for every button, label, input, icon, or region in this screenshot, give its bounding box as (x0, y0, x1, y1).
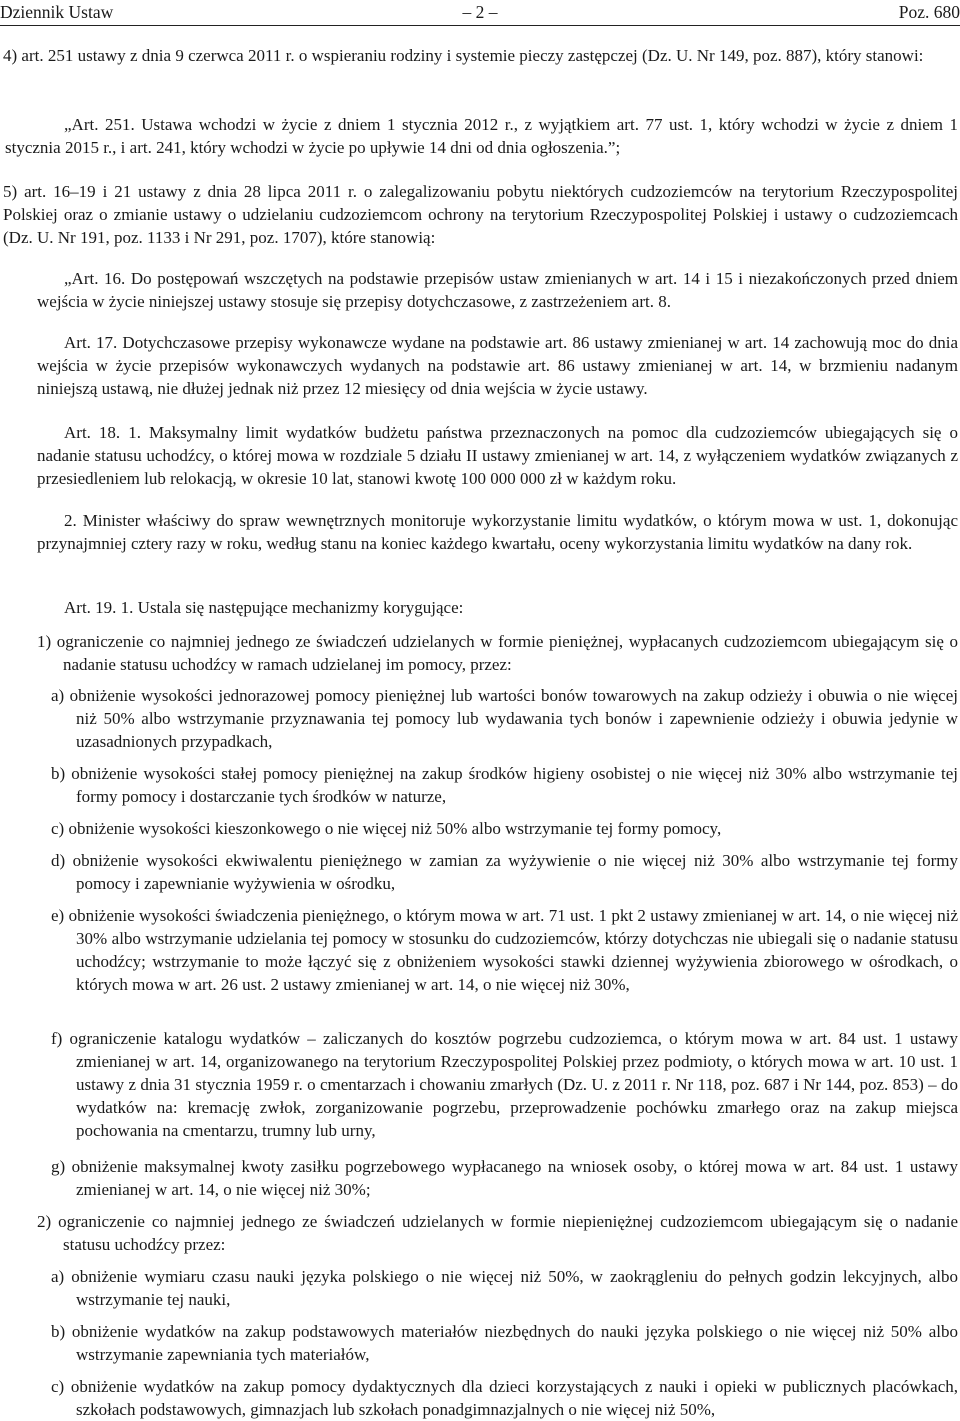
art-16: „Art. 16. Do postępowań wszczętych na podstawie przepisów ustaw zmienianych w art. 14 i 15 i niezakończonych przed dniem wejścia w życie niniejszej ustawy stosuje się przepisy dotychczasowe, z zastrzeżeniem art. 8. (37, 269, 958, 311)
quote-art-251-text: „Art. 251. Ustawa wchodzi w życie z dniem 1 stycznia 2012 r., z wyjątkiem art. 77 ust. 1, który wchodzi w życie z dniem 1 stycznia 2015 r., i art. 241, który wchodzi w życie po upływie 14 dni od dnia ogłoszenia.”; (5, 115, 958, 157)
point-2: 2) ograniczenie co najmniej jednego ze świadczeń udzielanych w formie niepieniężnej cudzoziemcom ubiegającym się o nadanie statusu uchodźcy przez: (37, 1212, 958, 1254)
quote-art-251 (5, 113, 958, 159)
journal-title: Dziennik Ustaw (0, 2, 114, 22)
art-18-ust-1: Art. 18. 1. Maksymalny limit wydatków budżetu państwa przeznaczonych na pomoc dla cudzoziemców ubiegających się o nadanie statusu uchodźcy, o której mowa w rozdziale 5 działu II ustawy zmienianej w art. 14, z wyłączeniem wydatków związanych z przesiedleniem lub relokacją, w okresie 10 lat, stanowi kwotę 100 000 000 zł w każdym roku. (37, 423, 958, 488)
point-1-d: d) obniżenie wysokości ekwiwalentu pieniężnego w zamian za wyżywienie o nie więcej niż 30% albo wstrzymanie tej formy pomocy i zapewnianie wyżywienia w ośrodku, (51, 851, 958, 893)
item-4: 4) art. 251 ustawy z dnia 9 czerwca 2011 r. o wspieraniu rodziny i systemie pieczy zastępczej (Dz. U. Nr 149, poz. 887), który stanowi: (3, 46, 924, 65)
point-1: 1) ograniczenie co najmniej jednego ze świadczeń udzielanych w formie pieniężnej, wypłacanych cudzoziemcom ubiegającym się o nadanie statusu uchodźcy w ramach udzielanej im pomocy, przez: (37, 632, 958, 674)
art-19-ust-1: Art. 19. 1. Ustala się następujące mechanizmy korygujące: (64, 598, 464, 617)
point-1-b: b) obniżenie wysokości stałej pomocy pieniężnej na zakup środków higieny osobistej o nie więcej niż 30% albo wstrzymanie tej formy pomocy i dostarczanie tych środków w naturze, (51, 764, 958, 806)
point-1-c: c) obniżenie wysokości kieszonkowego o nie więcej niż 50% albo wstrzymanie tej formy pomocy, (51, 819, 722, 838)
point-2-a: a) obniżenie wymiaru czasu nauki języka polskiego o nie więcej niż 50%, w zaokrągleniu do pełnych godzin lekcyjnych, albo wstrzymanie tej nauki, (51, 1267, 958, 1309)
page-header (0, 0, 960, 26)
point-1-a: a) obniżenie wysokości jednorazowej pomocy pieniężnej lub wartości bonów towarowych na zakup odzieży i obuwia o nie więcej niż 50% albo wstrzymanie przyznawania tej pomocy lub wydawania tych bonów i zapewnienie odzieży i obuwia jedynie w uzasadnionych przypadkach, (51, 686, 958, 751)
page-number: – 2 – (462, 2, 498, 22)
point-1-e: e) obniżenie wysokości świadczenia pieniężnego, o którym mowa w art. 71 ust. 1 pkt 2 ustawy zmienianej w art. 14, o nie więcej niż 30% albo wstrzymanie udzielania tej pomocy w stosunku do cudzoziemców, którzy dotychczas nie ubiegali się o nadanie statusu uchodźcy; wstrzymanie to może łączyć się z obniżeniem wysokości stawki dziennej wyżywienia zbiorowego w ośrodkach, o których mowa w art. 26 ust. 2 ustawy zmienianej w art. 14, o nie więcej niż 30%, (51, 906, 958, 994)
point-1-f: f) ograniczenie katalogu wydatków – zaliczanych do kosztów pogrzebu cudzoziemca, o którym mowa w art. 84 ust. 1 ustawy zmienianej w art. 14, organizowanego na terytorium Rzeczypospolitej Polskiej przez podmioty, o których mowa w art. 10 ust. 1 ustawy z dnia 31 stycznia 1959 r. o cmentarzach i chowaniu zmarłych (Dz. U. z 2011 r. Nr 118, poz. 687 i Nr 144, poz. 853) – do wydatków na: kremację zwłok, zorganizowanie pogrzebu, przeprowadzenie pochówku zmarłego oraz na zakup miejsca pochowania na cmentarzu, trumny lub urny, (51, 1029, 958, 1140)
header-rule (0, 25, 960, 26)
point-2-b: b) obniżenie wydatków na zakup podstawowych materiałów niezbędnych do nauki języka polskiego o nie więcej niż 50% albo wstrzymanie zapewniania tych materiałów, (51, 1322, 958, 1364)
art-17: Art. 17. Dotychczasowe przepisy wykonawcze wydane na podstawie art. 86 ustawy zmienianej w art. 14 zachowują moc do dnia wejścia w życie przepisów wykonawczych wydanych na podstawie art. 86 ustawy zmienianej w art. 14, w brzmieniu nadanym niniejszą ustawą, nie dłużej jednak niż przez 12 miesięcy od dnia wejścia w życie ustawy. (37, 333, 958, 398)
art-18-ust-2: 2. Minister właściwy do spraw wewnętrznych monitoruje wykorzystanie limitu wydatków, o którym mowa w ust. 1, dokonując przynajmniej cztery razy w roku, według stanu na koniec każdego kwartału, oceny wykorzystania limitu wydatków na dany rok. (37, 511, 958, 553)
position-number: Poz. 680 (898, 2, 960, 22)
item-5: 5) art. 16–19 i 21 ustawy z dnia 28 lipca 2011 r. o zalegalizowaniu pobytu niektórych cudzoziemców na terytorium Rzeczypospolitej Polskiej oraz o zmianie ustawy o udzielaniu cudzoziemcom ochrony na terytorium Rzeczypospolitej Polskiej i ustawy o cudzoziemcach (Dz. U. Nr 191, poz. 1133 i Nr 291, poz. 1707), które stanowią: (3, 182, 958, 247)
point-1-g: g) obniżenie maksymalnej kwoty zasiłku pogrzebowego wypłacanego na wniosek osoby, o której mowa w art. 84 ust. 1 ustawy zmienianej w art. 14, o nie więcej niż 30%; (51, 1157, 958, 1199)
point-2-c: c) obniżenie wydatków na zakup pomocy dydaktycznych dla dzieci korzystających z nauki i opieki w publicznych placówkach, szkołach podstawowych, gimnazjach lub szkołach ponadgimnazjalnych o nie więcej niż 50%, (51, 1377, 958, 1419)
